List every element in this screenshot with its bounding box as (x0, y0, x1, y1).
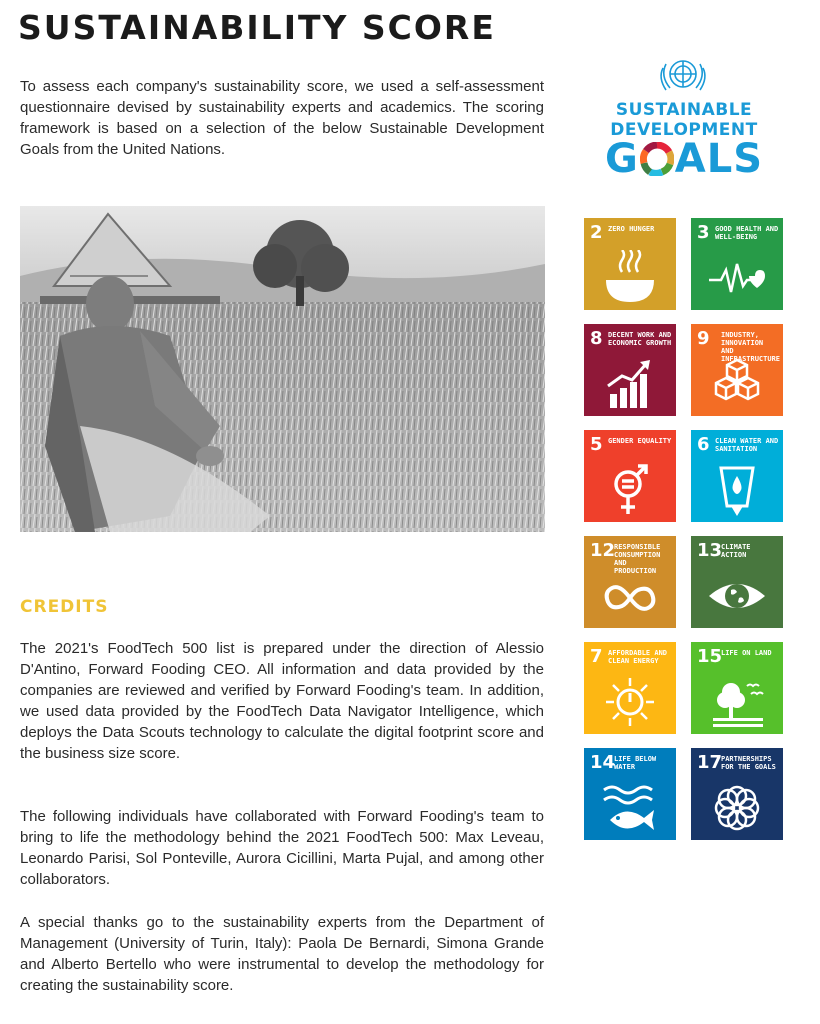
tile-title: CLEAN WATER AND SANITATION (715, 437, 779, 453)
tile-number: 17 (697, 752, 723, 773)
tile-title: LIFE ON LAND (721, 649, 772, 657)
sdg-tile-7 (584, 642, 676, 734)
sdg-tile-17 (691, 748, 783, 840)
sdg-tile-3 (691, 218, 783, 310)
tile-title: CLIMATE ACTION (721, 543, 751, 559)
tile-title: GENDER EQUALITY (608, 437, 672, 445)
sdg-tile-8 (584, 324, 676, 416)
sdg-tile-9 (691, 324, 783, 416)
tile-number: 9 (697, 328, 710, 349)
tile-number: 5 (590, 434, 603, 455)
credits-heading: CREDITS (20, 597, 109, 617)
infinity-icon (600, 568, 660, 624)
growth-chart-icon (600, 356, 660, 412)
credits-paragraph-1: The 2021's FoodTech 500 list is prepared under the direction of Alessio D'Antino, Forward Fooding CEO. All information and data provided by the companies are reviewed and verified by Forward Fooding's team. In addition, we used data provided by the FoodTech Data Navigator Intelligence, which deploys the Data Scouts technology to calculate the digital footprint score and the business size score. (20, 640, 544, 762)
sun-power-icon (600, 674, 660, 730)
tile-number: 7 (590, 646, 603, 667)
gender-symbol-icon (600, 462, 660, 518)
tile-number: 15 (697, 646, 723, 667)
tile-title: DECENT WORK AND ECONOMIC GROWTH (608, 331, 672, 347)
rings-icon (707, 780, 767, 836)
un-emblem-icon (656, 54, 710, 98)
tile-title: GOOD HEALTH AND WELL-BEING (715, 225, 779, 241)
page-title: SUSTAINABILITY SCORE (18, 8, 496, 47)
tile-number: 14 (590, 752, 616, 773)
farmer-photo (20, 206, 545, 532)
goals-letters-rest: ALS (674, 136, 764, 182)
tile-title: RESPONSIBLE CONSUMPTION AND PRODUCTION (614, 543, 661, 575)
tile-number: 12 (590, 540, 616, 561)
cubes-icon (707, 356, 767, 412)
sdg-tile-6 (691, 430, 783, 522)
tile-title: AFFORDABLE AND CLEAN ENERGY (608, 649, 668, 665)
tile-title: ZERO HUNGER (608, 225, 655, 233)
heartbeat-icon (707, 250, 767, 306)
tile-title: INDUSTRY, INNOVATION AND INFRASTRUCTURE (721, 331, 781, 363)
tile-title: PARTNERSHIPS FOR THE GOALS (721, 755, 776, 771)
tile-number: 3 (697, 222, 710, 243)
sdg-tile-12 (584, 536, 676, 628)
water-glass-icon (707, 462, 767, 518)
tile-number: 8 (590, 328, 603, 349)
sdg-color-wheel-icon (640, 142, 674, 176)
tile-number: 13 (697, 540, 723, 561)
sdg-tile-15 (691, 642, 783, 734)
tile-title: LIFE BELOW WATER (614, 755, 657, 771)
earth-eye-icon (707, 568, 767, 624)
sdg-tile-14 (584, 748, 676, 840)
sdg-tile-13 (691, 536, 783, 628)
sdg-tile-2 (584, 218, 676, 310)
credits-paragraph-2: The following individuals have collaborated with Forward Fooding's team to bring to life the methodology behind the 2021 FoodTech 500: Max Leveau, Leonardo Parisi, Sol Ponteville, Aurora Cicillini, Marta Pujal, and among other collaborators. (20, 808, 544, 888)
intro-paragraph: To assess each company's sustainability score, we used a self-assessment questionnaire devised by sustainability experts and academics. The scoring framework is based on a selection of the below Sustainable Development Goals from the United Nations. (20, 78, 544, 158)
credits-paragraph-3: A special thanks go to the sustainability experts from the Department of Management (University of Turin, Italy): Paola De Bernardi, Simona Grande and Alberto Bertello who were instrumental to develop the methodology for creating the sustainability score. (20, 914, 544, 994)
sdg-logo-goals (604, 136, 764, 182)
tile-number: 2 (590, 222, 603, 243)
tree-birds-icon (707, 674, 767, 730)
sdg-logo-line1: SUSTAINABLE (615, 100, 753, 120)
sdg-logo (604, 52, 764, 182)
tile-number: 6 (697, 434, 710, 455)
fish-waves-icon (600, 780, 660, 836)
sdg-tile-5 (584, 430, 676, 522)
sdg-logo-line2: DEVELOPMENT (610, 120, 758, 140)
bowl-icon (600, 250, 660, 306)
goals-letter-g: G (604, 136, 639, 182)
